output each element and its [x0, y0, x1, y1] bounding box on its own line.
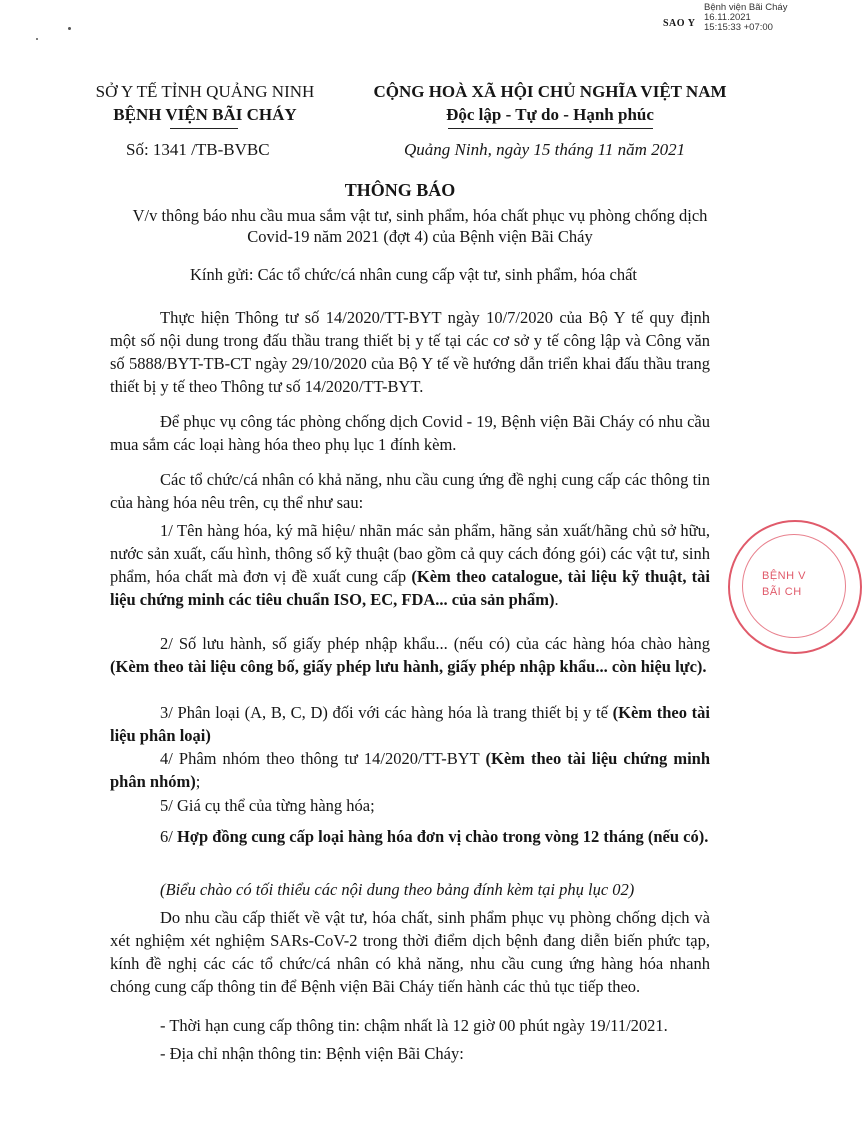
motto-underline [448, 128, 653, 129]
subject-line-1: V/v thông báo nhu cầu mua sắm vật tư, sinh phẩm, hóa chất phục vụ phòng chống dịch [132, 206, 708, 225]
item-4-text: 4/ Phâm nhóm theo thông tư 14/2020/TT-BYT [160, 749, 486, 768]
item-3-emphasis: (Kèm theo tài liệu phân loại) [110, 703, 710, 745]
signature-org: Bệnh viện Bãi Cháy [704, 2, 788, 13]
item-1-text: 1/ Tên hàng hóa, ký mã hiệu/ nhãn mác sản phẩm, hãng sản xuất/hãng chủ sở hữu, nước sản xuất, cấu hình, thông số kỹ thuật (bao gồm cả quy cách đóng gói) các vật tư, sinh phẩm, hóa chất mà đơn vị đề xuất cung cấp [110, 521, 710, 586]
subject-line-2: Covid-19 năm 2021 (đợt 4) của Bệnh viện Bãi Cháy [247, 227, 593, 246]
national-title: CỘNG HOÀ XÃ HỘI CHỦ NGHĨA VIỆT NAM [373, 82, 727, 101]
scan-speck [68, 27, 71, 30]
item-6-text: 6/ [160, 827, 177, 846]
item-2-emphasis: (Kèm theo tài liệu công bố, giấy phép lưu hành, giấy phép nhập khẩu... còn hiệu lực). [110, 657, 707, 676]
recipient-line: Kính gửi: Các tổ chức/cá nhân cung cấp vật tư, sinh phẩm, hóa chất [190, 265, 637, 284]
item-4-end: ; [195, 772, 201, 791]
address-line: - Địa chỉ nhận thông tin: Bệnh viện Bãi Cháy: [160, 1044, 464, 1063]
document-number: Số: 1341 /TB-BVBC [126, 140, 270, 159]
requirement-item-5: 5/ Giá cụ thể của từng hàng hóa; [160, 796, 375, 815]
issuer-block [90, 80, 320, 126]
document-subject [90, 205, 750, 247]
national-motto: Độc lập - Tự do - Hạnh phúc [446, 105, 654, 124]
seal-text-line-1: BỆNH V [762, 570, 806, 582]
item-4-emphasis: (Kèm theo tài liệu chứng minh phân nhóm) [110, 749, 711, 791]
paragraph-4: Do nhu cầu cấp thiết về vật tư, hóa chất, sinh phẩm phục vụ phòng chống dịch và xét nghiệm xét nghiệm SARs-CoV-2 trong thời điểm dịch bệnh đang diễn biến phức tạp, kính đề nghị các các tổ chức/cá nhân có khả năng, nhu cầu cung ứng hàng hóa nhanh chóng cung cấp thông tin để Bệnh viện Bãi Cháy tiến hành các thủ tục tiếp theo. [110, 908, 710, 996]
item-3-text: 3/ Phân loại (A, B, C, D) đối với các hàng hóa là trang thiết bị y tế [160, 703, 613, 722]
document-title: THÔNG BÁO [344, 180, 456, 200]
signature-date: 16.11.2021 [704, 12, 751, 23]
copy-label: SAO Y [663, 18, 696, 29]
deadline-line: - Thời hạn cung cấp thông tin: chậm nhất là 12 giờ 00 phút ngày 19/11/2021. [160, 1016, 668, 1035]
paragraph-2: Để phục vụ công tác phòng chống dịch Covid - 19, Bệnh viện Bãi Cháy có nhu cầu mua sắm các loại hàng hóa theo phụ lục 1 đính kèm. [110, 412, 710, 454]
scan-speck [36, 38, 38, 40]
paragraph-1: Thực hiện Thông tư số 14/2020/TT-BYT ngày 10/7/2020 của Bộ Y tế quy định một số nội dung trong đấu thầu trang thiết bị y tế tại các cơ sở y tế công lập và Công văn số 5888/BYT-TB-CT ngày 29/10/2020 của Bộ Y tế về hướng dẫn triển khai đấu thầu trang thiết bị y tế theo Thông tư số 14/2020/TT-BYT. [110, 308, 710, 396]
requirement-item-4 [110, 747, 710, 793]
signature-time: 15:15:33 +07:00 [704, 22, 773, 33]
requirement-item-1 [110, 519, 710, 611]
document-date: Quảng Ninh, ngày 15 tháng 11 năm 2021 [404, 140, 686, 159]
department-name: SỞ Y TẾ TỈNH QUẢNG NINH [95, 82, 315, 101]
digital-signature-info [704, 3, 794, 33]
item-1-end: . [554, 590, 559, 609]
item-6-emphasis: Hợp đồng cung cấp loại hàng hóa đơn vị chào trong vòng 12 tháng (nếu có). [176, 827, 709, 846]
hospital-name: BỆNH VIỆN BÃI CHÁY [113, 105, 297, 124]
national-heading [370, 80, 730, 126]
appendix-note: (Biểu chào có tối thiểu các nội dung theo bảng đính kèm tại phụ lục 02) [160, 880, 635, 899]
requirement-item-3 [110, 701, 710, 747]
hospital-seal [728, 520, 862, 654]
paragraph-3: Các tổ chức/cá nhân có khả năng, nhu cầu cung ứng đề nghị cung cấp các thông tin của hàng hóa nêu trên, cụ thể như sau: [110, 470, 710, 512]
item-1-emphasis: (Kèm theo catalogue, tài liệu kỹ thuật, tài liệu chứng minh các tiêu chuẩn ISO, EC, FDA... của sản phẩm) [110, 567, 710, 609]
seal-text-line-2: BÃI CH [762, 586, 802, 598]
item-2-text: 2/ Số lưu hành, số giấy phép nhập khẩu... (nếu có) của các hàng hóa chào hàng [160, 634, 710, 653]
requirement-item-2 [110, 632, 710, 678]
issuer-underline [170, 128, 238, 129]
requirement-item-6 [110, 825, 710, 848]
